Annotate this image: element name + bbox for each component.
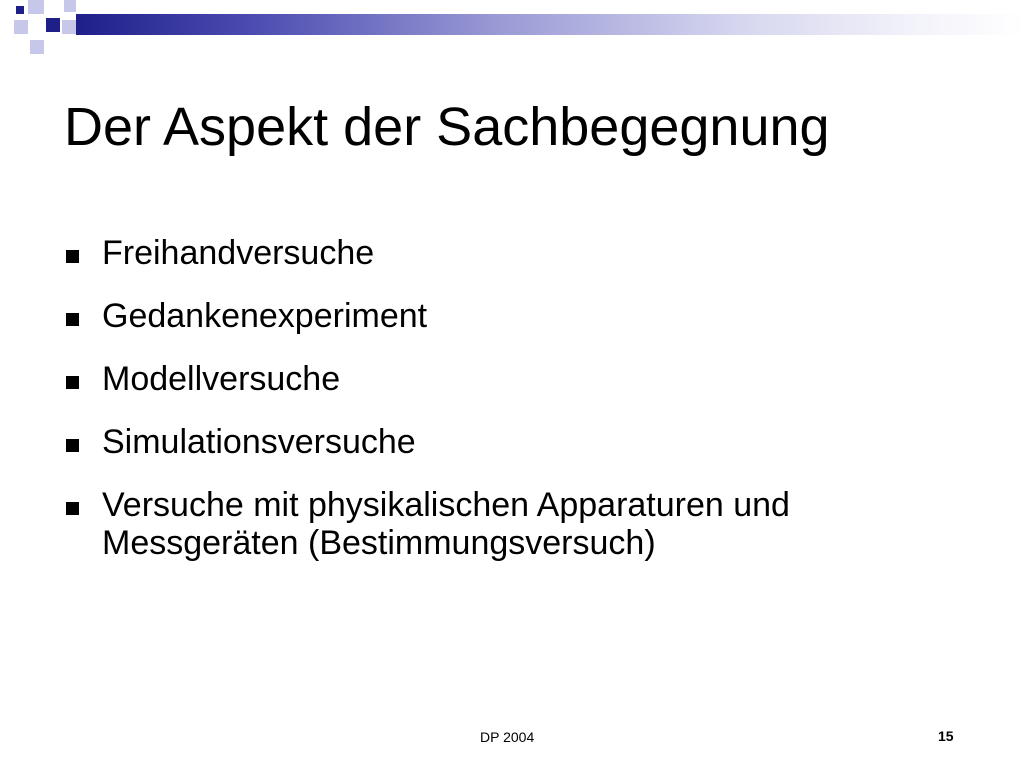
bullet-text: Freihandversuche	[102, 234, 375, 272]
slide-title: Der Aspekt der Sachbegegnung	[64, 97, 830, 157]
bullet-item	[66, 486, 966, 562]
footer-label: DP 2004	[480, 729, 535, 745]
page-number: 15	[938, 728, 954, 744]
bullet-item	[66, 360, 966, 398]
bullet-item	[66, 234, 966, 272]
square-light-4	[62, 20, 76, 34]
bullet-text: Simulationsversuche	[102, 423, 416, 461]
bullet-item	[66, 297, 966, 335]
square-bullet-icon	[66, 376, 79, 389]
square-bullet-icon	[66, 313, 79, 326]
square-dark-2	[46, 18, 60, 32]
bullet-text: Modellversuche	[102, 360, 341, 398]
square-light-2	[64, 0, 76, 12]
square-light-3	[14, 20, 28, 34]
square-bullet-icon	[66, 502, 79, 515]
bullet-text: Gedankenexperiment	[102, 297, 428, 335]
square-dark-1	[16, 6, 24, 14]
square-bullet-icon	[66, 250, 79, 263]
bullet-list	[66, 234, 966, 587]
bullet-text: Versuche mit physikalischen Apparaturen und Messgeräten (Bestimmungsversuch)	[102, 486, 790, 562]
square-light-1	[28, 0, 44, 14]
header-gradient-bar	[76, 14, 1024, 35]
square-bullet-icon	[66, 439, 79, 452]
square-light-5	[30, 40, 44, 54]
bullet-item	[66, 423, 966, 461]
